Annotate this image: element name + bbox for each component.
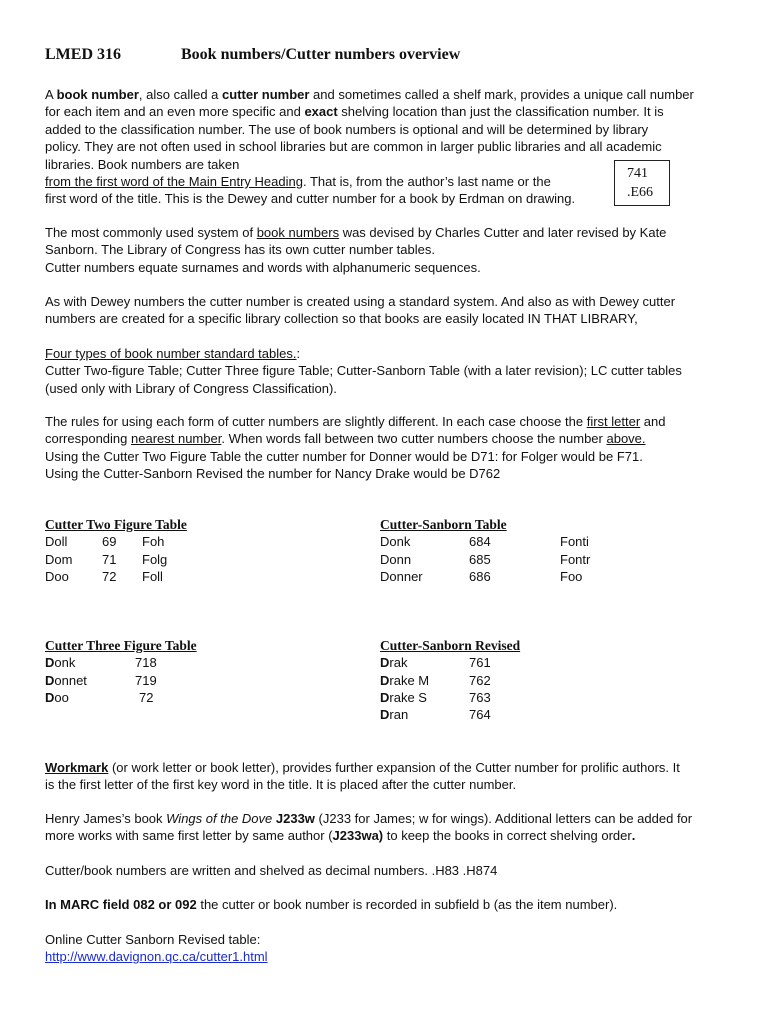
- table-row: Drake S 763: [380, 689, 491, 705]
- table-row: Dran 764: [380, 707, 491, 723]
- table-row: Donk 684 Fonti: [380, 534, 589, 550]
- two-figure-table: [45, 516, 325, 585]
- page-title: Book numbers/Cutter numbers overview: [181, 46, 461, 63]
- workmark-paragraph: Workmark (or work letter or book letter), provides further expansion of the Cutter number for prolific authors. It is the first letter of the first key word in the title. It is placed after the cutter number.: [45, 760, 680, 793]
- example-paragraph: Henry James’s book Wings of the Dove J233w (J233 for James; w for wings). Additional letters can be added for more works with same first letter by same author (J233wa) to keep the books in correct shelving order.: [45, 811, 693, 844]
- term-book-number: book number: [56, 87, 139, 102]
- history-paragraph: The most commonly used system of book numbers was devised by Charles Cutter and later revised by Kate Sanborn. The Library of Congress has its own cutter number tables. Cutter numbers equate surnames and words with alphanumeric sequences.: [45, 225, 667, 275]
- three-figure-table-title: Cutter Three Figure Table: [45, 638, 197, 653]
- online-table-paragraph: [45, 931, 268, 966]
- table-row: Drak 761: [380, 655, 491, 671]
- three-figure-table: [45, 637, 325, 706]
- standard-system-paragraph: As with Dewey numbers the cutter number is created using a standard system. And also as with Dewey cutter numbers are created for a specific library collection so that books are easily located IN THAT LIBRARY,: [45, 294, 676, 327]
- two-figure-table-title: Cutter Two Figure Table: [45, 517, 187, 532]
- document-title: [45, 46, 461, 64]
- cutter-table-link[interactable]: http://www.davignon.qc.ca/cutter1.html: [45, 949, 268, 965]
- marc-paragraph: In MARC field 082 or 092 the cutter or book number is recorded in subfield b (as the item number).: [45, 897, 618, 912]
- rules-paragraph: The rules for using each form of cutter numbers are slightly different. In each case choose the first letter and corresponding nearest number. When words fall between two cutter numbers choose the number above. Using the Cutter Two Figure Table the cutter number for Donner would be D71: for Folger would be F71. Using the Cutter-Sanborn Revised the number for Nancy Drake would be D762: [45, 414, 666, 482]
- table-row: Donnet 719: [45, 672, 157, 688]
- table-types-paragraph: Four types of book number standard tables.: Cutter Two-figure Table; Cutter Three figure Table; Cutter-Sanborn Table (with a later revision); LC cutter tables (used only with Library of Congress Classification).: [45, 346, 682, 396]
- table-row: Doo 72 Foll: [45, 568, 163, 584]
- sanborn-table: [380, 516, 680, 585]
- table-row: Donk 718: [45, 655, 157, 671]
- call-number-cutter: .E66: [627, 185, 654, 200]
- online-table-label: Online Cutter Sanborn Revised table:: [45, 932, 261, 947]
- sanborn-revised-table-title: Cutter-Sanborn Revised: [380, 638, 521, 653]
- table-row: Donn 685 Fontr: [380, 551, 591, 567]
- table-row: Drake M 762: [380, 672, 491, 688]
- sanborn-table-title: Cutter-Sanborn Table: [380, 517, 507, 532]
- sanborn-revised-table: [380, 637, 680, 723]
- call-number-box: [614, 160, 670, 206]
- table-row: Doll 69 Foh: [45, 534, 165, 550]
- decimal-paragraph: Cutter/book numbers are written and shelved as decimal numbers. .H83 .H874: [45, 863, 498, 878]
- table-row: Donner 686 Foo: [380, 568, 583, 584]
- call-number-class: 741: [627, 166, 648, 181]
- intro-paragraph: A book number, also called a cutter number and sometimes called a shelf mark, provides a unique call number for each item and an even more specific and exact shelving location than just the classification number. It is added to the classification number. The use of book numbers is optional and will be determined by library policy. They are not often used in school libraries but are common in larger public libraries and all academic libraries. Book numbers are taken from the first word of the Main Entry Heading. That is, from the author’s last name or the first word of the title. This is the Dewey and cutter number for a book by Erdman on drawing.: [45, 87, 694, 207]
- table-row: Doo 72: [45, 689, 154, 705]
- course-code: LMED 316: [45, 46, 121, 63]
- term-exact: exact: [304, 104, 338, 120]
- term-cutter-number: cutter number: [222, 87, 310, 102]
- table-row: Dom 71 Folg: [45, 551, 168, 567]
